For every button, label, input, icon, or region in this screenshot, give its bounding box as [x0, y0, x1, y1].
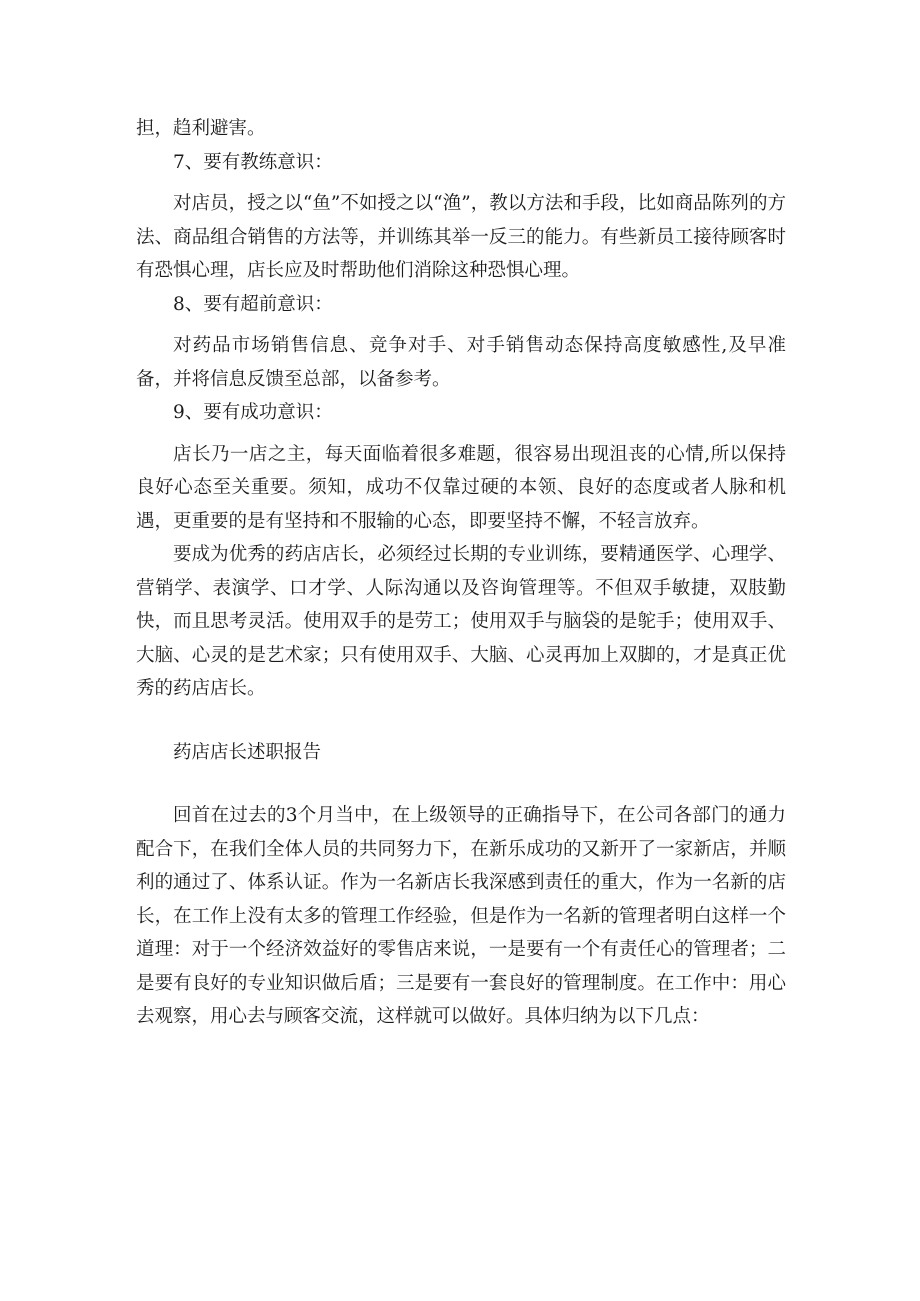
document-body — [136, 112, 786, 1034]
section-heading-success: 9、要有成功意识： — [173, 402, 333, 423]
paragraph-report: 回首在过去的3个月当中，在上级领导的正确指导下，在公司各部门的通力配合下，在我们全体人员的共同努力下，在新乐成功的又新开了一家新店，并顺利的通过了、体系认证。作为一名新店长我深感到责任的重大，作为一名新的店长，在工作上没有太多的管理工作经验，但是作为一名新的管理者明白这样一个道理：对于一个经济效益好的零售店来说，一是要有一个有责任心的管理者；二是要有良好的专业知识做后盾；三是要有一套良好的管理制度。在工作中：用心去观察，用心去与顾客交流，这样就可以做好。具体归纳为以下几点： — [136, 805, 786, 1027]
paragraph-coach: 对店员，授之以“鱼”不如授之以“渔”，教以方法和手段，比如商品陈列的方法、商品组合销售的方法等，并训练其举一反三的能力。有些新员工接待顾客时有恐惧心理，店长应及时帮助他们消除这种恐惧心理。 — [136, 193, 786, 281]
paragraph-forward: 对药品市场销售信息、竞争对手、对手销售动态保持高度敏感性,及早准备，并将信息反馈至总部，以备参考。 — [136, 335, 786, 390]
paragraph-success: 店长乃一店之主，每天面临着很多难题，很容易出现沮丧的心情,所以保持良好心态至关重要。须知，成功不仅靠过硬的本领、良好的态度或者人脉和机遇，更重要的是有坚持和不服输的心态，即要坚持不懈，不轻言放弃。 — [136, 443, 786, 532]
section-heading-coach: 7、要有教练意识： — [173, 151, 333, 173]
report-title: 药店店长述职报告 — [173, 741, 322, 763]
paragraph-continuation: 担，趋利避害。 — [136, 118, 266, 139]
section-heading-forward: 8、要有超前意识： — [173, 293, 333, 315]
paragraph-summary: 要成为优秀的药店店长，必须经过长期的专业训练，要精通医学、心理学、营销学、表演学、口才学、人际沟通以及咨询管理等。不但双手敏捷，双肢勤快，而且思考灵活。使用双手的是劳工；使用双手与脑袋的是鸵手；使用双手、大脑、心灵的是艺术家；只有使用双手、大脑、心灵再加上双脚的，才是真正优秀的药店店长。 — [136, 544, 786, 699]
